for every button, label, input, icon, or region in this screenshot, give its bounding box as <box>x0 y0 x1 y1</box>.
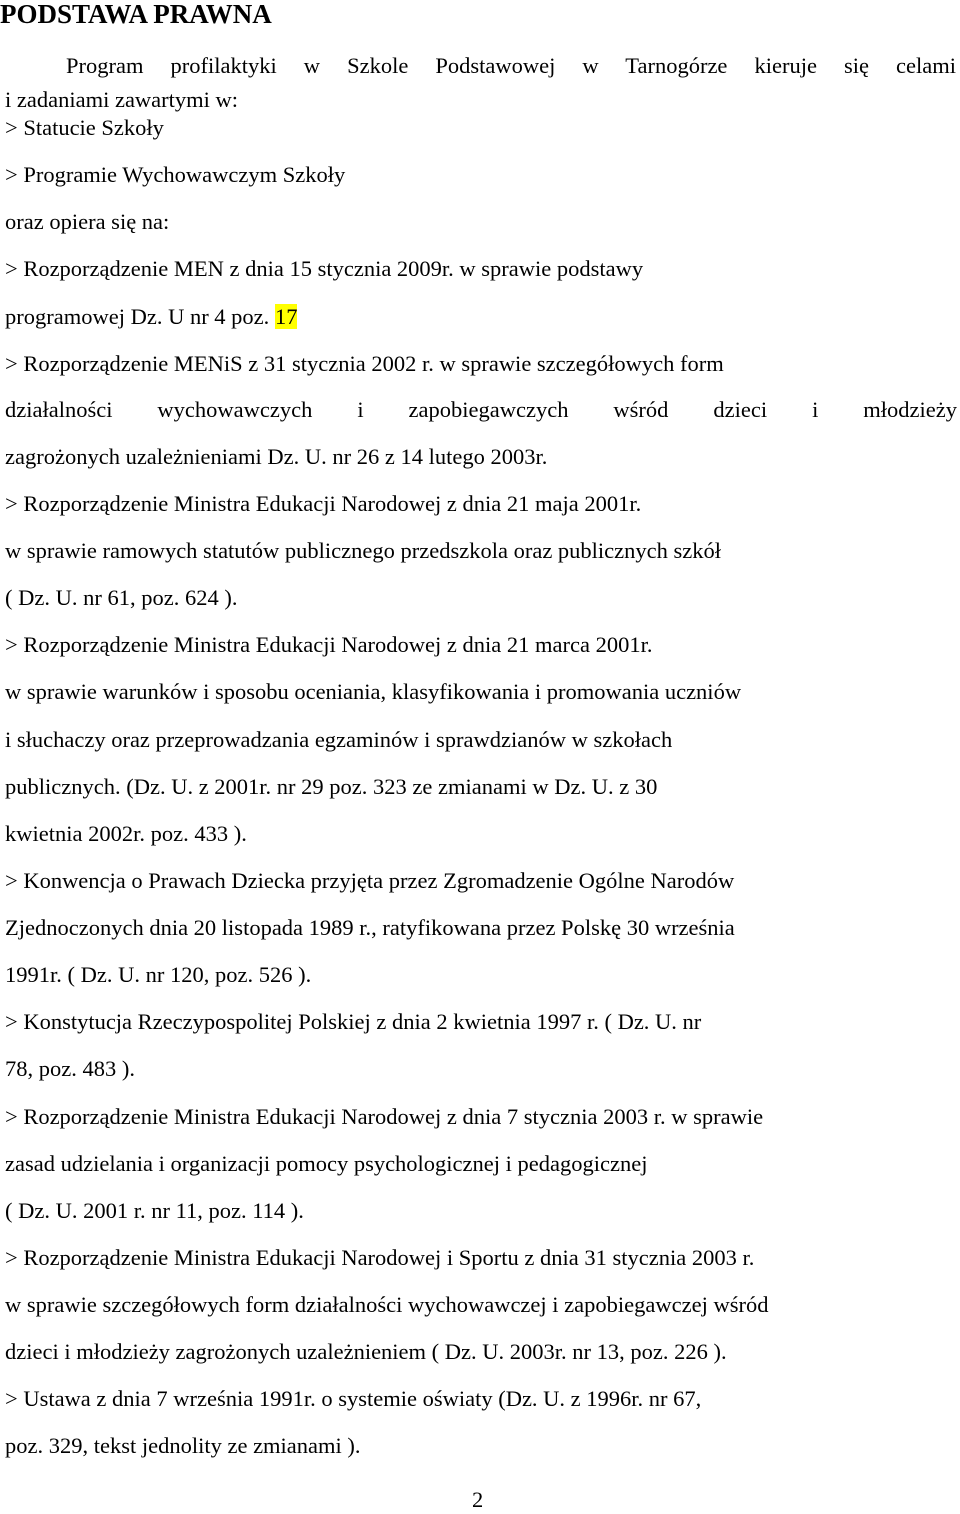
list-item: > Programie Wychowawczym Szkoły <box>5 162 346 187</box>
list-item: > Rozporządzenie Ministra Edukacji Narodowej z dnia 21 marca 2001r. <box>5 632 653 657</box>
text-line: zasad udzielania i organizacji pomocy psychologicznej i pedagogicznej <box>5 1151 648 1176</box>
highlighted-text: 17 <box>274 304 298 329</box>
text-line: oraz opiera się na: <box>5 209 170 234</box>
text-line: i zadaniami zawartymi w: <box>5 87 239 112</box>
text-line: ( Dz. U. 2001 r. nr 11, poz. 114 ). <box>5 1198 304 1223</box>
document-heading: PODSTAWA PRAWNA <box>0 0 272 29</box>
text-line: działalności wychowawczych i zapobiegawczych wśród dzieci i młodzieży <box>5 397 957 422</box>
list-item: > Statucie Szkoły <box>5 115 164 140</box>
list-item: > Rozporządzenie Ministra Edukacji Narodowej z dnia 21 maja 2001r. <box>5 491 642 516</box>
text-line: w sprawie warunków i sposobu oceniania, klasyfikowania i promowania uczniów <box>5 679 742 704</box>
text-line: dzieci i młodzieży zagrożonych uzależnieniem ( Dz. U. 2003r. nr 13, poz. 226 ). <box>5 1339 727 1364</box>
list-item: > Konwencja o Prawach Dziecka przyjęta przez Zgromadzenie Ogólne Narodów <box>5 868 735 893</box>
text-line: poz. 329, tekst jednolity ze zmianami ). <box>5 1433 361 1458</box>
text-line: w sprawie szczegółowych form działalności wychowawczej i zapobiegawczej wśród <box>5 1292 769 1317</box>
text-line: publicznych. (Dz. U. z 2001r. nr 29 poz. 323 ze zmianami w Dz. U. z 30 <box>5 774 658 799</box>
text-line: w sprawie ramowych statutów publicznego przedszkola oraz publicznych szkół <box>5 538 722 563</box>
text-line: zagrożonych uzależnieniami Dz. U. nr 26 z 14 lutego 2003r. <box>5 444 548 469</box>
text-line: Program profilaktyki w Szkole Podstawowej w Tarnogórze kieruje się celami <box>66 53 956 78</box>
text-line: kwietnia 2002r. poz. 433 ). <box>5 821 247 846</box>
page-number: 2 <box>472 1487 484 1512</box>
text-line: 78, poz. 483 ). <box>5 1056 135 1081</box>
list-item: > Ustawa z dnia 7 września 1991r. o systemie oświaty (Dz. U. z 1996r. nr 67, <box>5 1386 702 1411</box>
list-item: > Rozporządzenie MEN z dnia 15 stycznia 2009r. w sprawie podstawy <box>5 256 644 281</box>
list-item: > Rozporządzenie Ministra Edukacji Narodowej z dnia 7 stycznia 2003 r. w sprawie <box>5 1104 764 1129</box>
text-line: Zjednoczonych dnia 20 listopada 1989 r., ratyfikowana przez Polskę 30 września <box>5 915 735 940</box>
text-segment: programowej Dz. U nr 4 poz. <box>5 304 275 329</box>
text-line: 1991r. ( Dz. U. nr 120, poz. 526 ). <box>5 962 312 987</box>
list-item: > Konstytucja Rzeczypospolitej Polskiej z dnia 2 kwietnia 1997 r. ( Dz. U. nr <box>5 1009 702 1034</box>
list-item: > Rozporządzenie Ministra Edukacji Narodowej i Sportu z dnia 31 stycznia 2003 r. <box>5 1245 755 1270</box>
list-item: > Rozporządzenie MENiS z 31 stycznia 2002 r. w sprawie szczegółowych form <box>5 351 724 376</box>
text-line: ( Dz. U. nr 61, poz. 624 ). <box>5 585 238 610</box>
text-line <box>5 303 297 331</box>
text-line: i słuchaczy oraz przeprowadzania egzaminów i sprawdzianów w szkołach <box>5 727 673 752</box>
